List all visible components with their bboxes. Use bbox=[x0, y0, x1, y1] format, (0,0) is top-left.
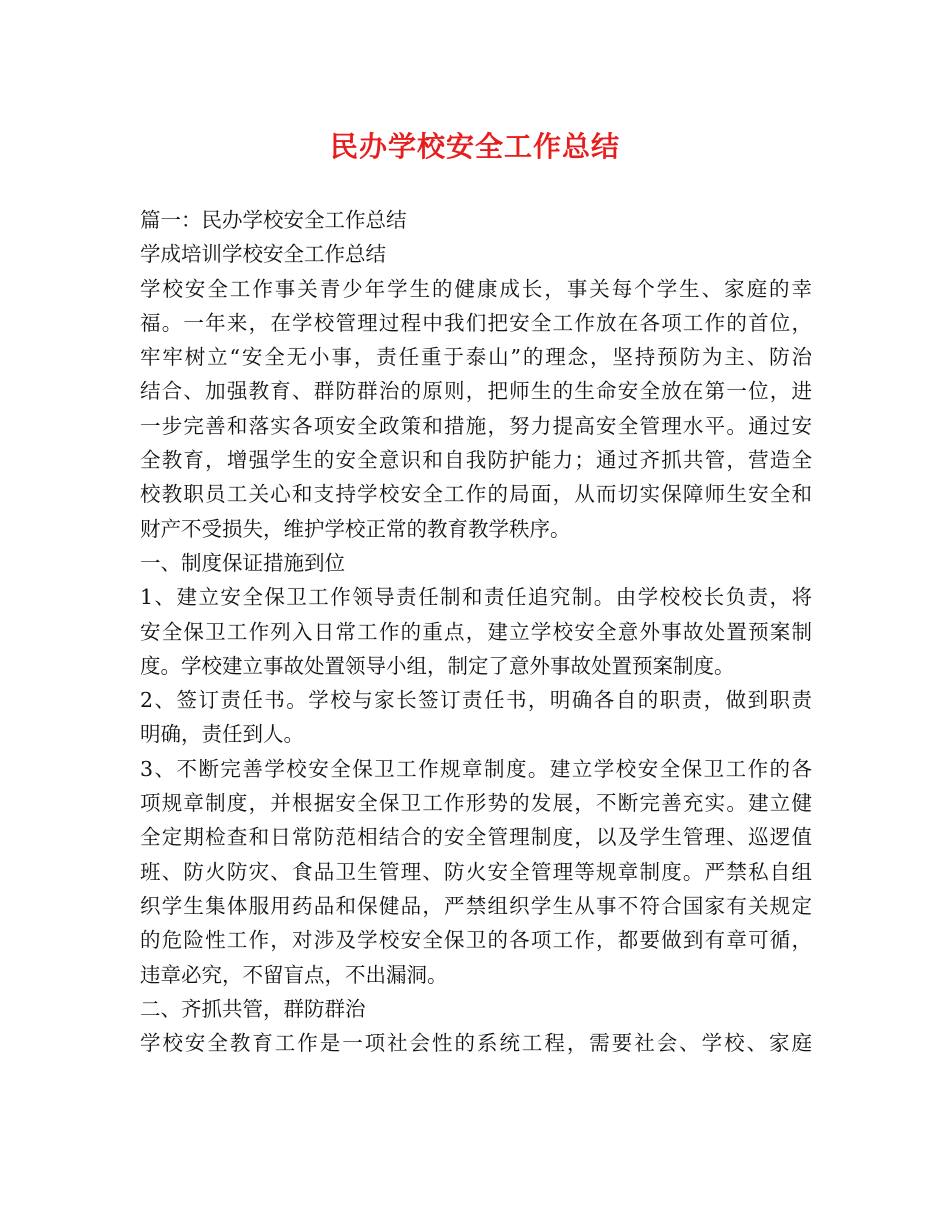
paragraph-line: 度。学校建立事故处置领导小组，制定了意外事故处置预案制度。 bbox=[140, 653, 735, 678]
subtitle-line: 学成培训学校安全工作总结 bbox=[140, 242, 386, 267]
paragraph-line: 福。一年来，在学校管理过程中我们把安全工作放在各项工作的首位， bbox=[140, 310, 812, 335]
paragraph-line: 班、防火防灾、食品卫生管理、防火安全管理等规章制度。严禁私自组 bbox=[140, 859, 812, 884]
paragraph-line: 的危险性工作，对涉及学校安全保卫的各项工作，都要做到有章可循， bbox=[140, 928, 812, 953]
paragraph-line: 全教育，增强学生的安全意识和自我防护能力；通过齐抓共管，营造全 bbox=[140, 448, 812, 473]
paragraph-line: 3、不断完善学校安全保卫工作规章制度。建立学校安全保卫工作的各 bbox=[140, 756, 812, 781]
paragraph-line: 违章必究，不留盲点，不出漏洞。 bbox=[140, 962, 448, 987]
paragraph-line: 安全保卫工作列入日常工作的重点，建立学校安全意外事故处置预案制 bbox=[140, 619, 812, 644]
paragraph-line: 2、签订责任书。学校与家长签订责任书，明确各自的职责，做到职责 bbox=[140, 688, 812, 713]
paragraph-line: 结合、加强教育、群防群治的原则，把师生的生命安全放在第一位，进 bbox=[140, 379, 812, 404]
section-heading: 一、制度保证措施到位 bbox=[140, 550, 345, 575]
paragraph-line: 明确，责任到人。 bbox=[140, 722, 304, 747]
paragraph-line: 财产不受损失，维护学校正常的教育教学秩序。 bbox=[140, 516, 571, 541]
document-title: 民办学校安全工作总结 bbox=[329, 130, 620, 163]
paragraph-line: 牢牢树立“安全无小事，责任重于泰山”的理念，坚持预防为主、防治 bbox=[140, 345, 812, 370]
paragraph-line: 全定期检查和日常防范相结合的安全管理制度，以及学生管理、巡逻值 bbox=[140, 825, 812, 850]
paragraph-line: 学校安全教育工作是一项社会性的系统工程，需要社会、学校、家庭 bbox=[140, 1031, 812, 1056]
section-heading: 二、齐抓共管，群防群治 bbox=[140, 996, 366, 1021]
paragraph-line: 项规章制度，并根据安全保卫工作形势的发展，不断完善充实。建立健 bbox=[140, 791, 812, 816]
paragraph-line: 学校安全工作事关青少年学生的健康成长，事关每个学生、家庭的幸 bbox=[140, 276, 812, 301]
section-heading: 篇一：民办学校安全工作总结 bbox=[140, 208, 407, 232]
document-body bbox=[140, 203, 812, 1060]
paragraph-line: 织学生集体服用药品和保健品，严禁组织学生从事不符合国家有关规定 bbox=[140, 893, 812, 918]
paragraph-line: 校教职员工关心和支持学校安全工作的局面，从而切实保障师生安全和 bbox=[140, 482, 812, 507]
paragraph-line: 1、建立安全保卫工作领导责任制和责任追究制。由学校校长负责，将 bbox=[140, 585, 812, 610]
paragraph-line: 一步完善和落实各项安全政策和措施，努力提高安全管理水平。通过安 bbox=[140, 413, 812, 438]
